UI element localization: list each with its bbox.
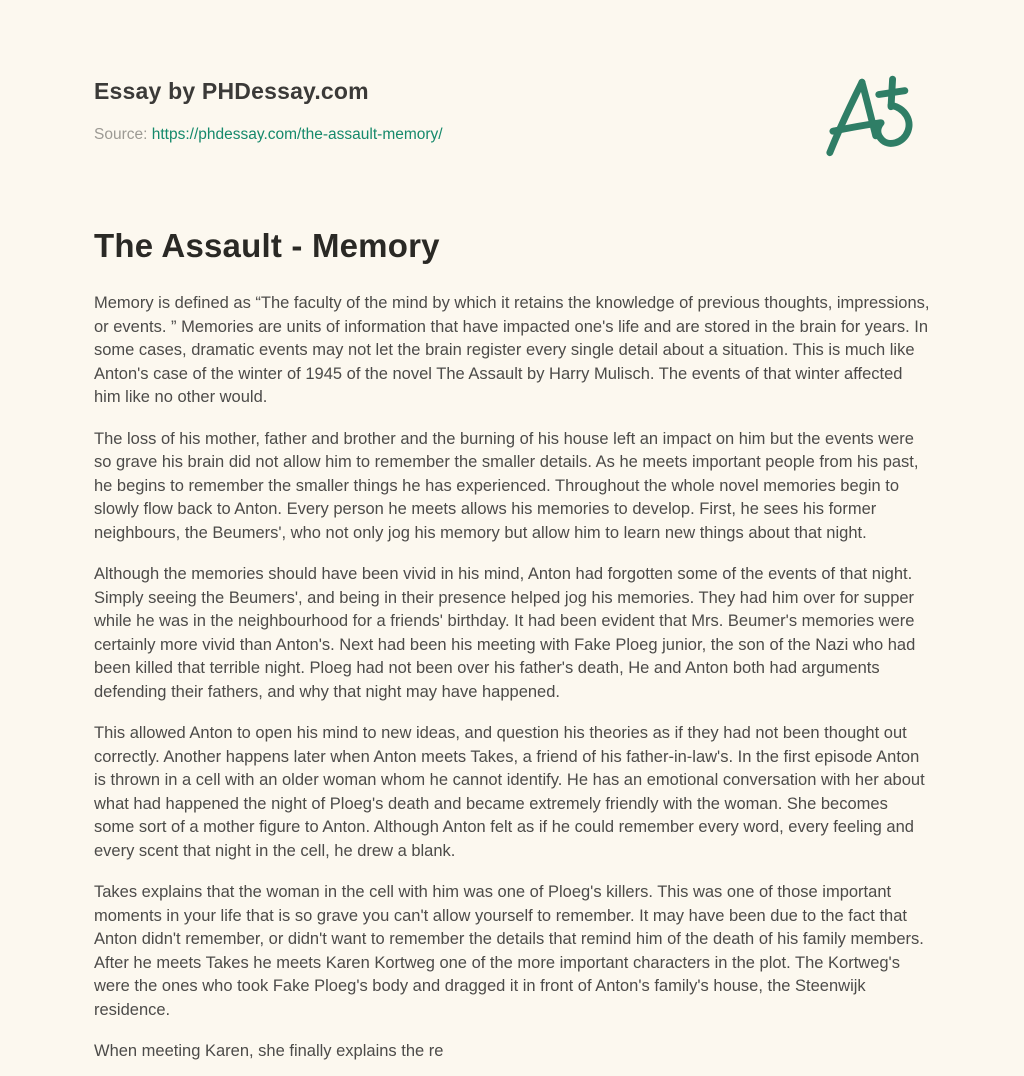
essay-paragraph: When meeting Karen, she finally explains the re bbox=[94, 1042, 444, 1060]
essay-paragraph: Although the memories should have been vivid in his mind, Anton had forgotten some of the events of that night. Simply seeing the Beumers', and being in their presence helped jog his memories. They had him over for supper while he was in the neighbourhood for a friends' birthday. It had been evident that Mrs. Beumer's memories were certainly more vivid than Anton's. Next had been his meeting with Fake Ploeg junior, the son of the Nazi who had been killed that terrible night. Ploeg had not been over his father's death, He and Anton both had arguments defending their fathers, and why that night may have happened. bbox=[94, 565, 916, 701]
essay-title: The Assault - Memory bbox=[94, 227, 440, 264]
phdessay-a-plus-logo-icon bbox=[822, 70, 918, 158]
source-label: Source: bbox=[94, 126, 148, 143]
essay-paragraph: Memory is defined as “The faculty of the mind by which it retains the knowledge of previous thoughts, impressions, or events. ” Memories are units of information that have impacted one's life and are stored in the brain for years. In some cases, dramatic events may not let the brain register every single detail about a situation. This is much like Anton's case of the winter of 1945 of the novel The Assault by Harry Mulisch. The events of that winter affected him like no other would. bbox=[94, 294, 930, 406]
source-line bbox=[94, 124, 930, 145]
essay-paragraph: Takes explains that the woman in the cell with him was one of Ploeg's killers. This was one of those important moments in your life that is so grave you can't allow yourself to remember. It may have been due to the fact that Anton didn't remember, or didn't want to remember the details that remind him of the death of his family members. After he meets Takes he meets Karen Kortweg one of the more important characters in the plot. The Kortweg's were the ones who took Fake Ploeg's body and dragged it in front of Anton's family's house, the Steenwijk residence. bbox=[94, 883, 924, 1019]
essay-paragraph: This allowed Anton to open his mind to new ideas, and question his theories as if they had not been thought out correctly. Another happens later when Anton meets Takes, a friend of his father-in-law's. In the first episode Anton is thrown in a cell with an older woman whom he cannot identify. He has an emotional conversation with her about what had happened the night of Ploeg's death and became extremely friendly with the woman. She becomes some sort of a mother figure to Anton. Although Anton felt as if he could remember every word, every feeling and every scent that night in the cell, he drew a blank. bbox=[94, 724, 925, 860]
source-url-link[interactable]: https://phdessay.com/the-assault-memory/ bbox=[151, 126, 443, 143]
essay-body bbox=[94, 292, 930, 1064]
essay-page bbox=[94, 0, 930, 1064]
essay-paragraph: The loss of his mother, father and brother and the burning of his house left an impact on him but the events were so grave his brain did not allow him to remember the smaller details. As he meets important people from his past, he begins to remember the smaller things he has experienced. Throughout the whole novel memories begin to slowly flow back to Anton. Every person he meets allows his memories to develop. First, he sees his former neighbours, the Beumers', who not only jog his memory but allow him to learn new things about that night. bbox=[94, 429, 919, 542]
page-header bbox=[94, 76, 930, 145]
site-title: Essay by PHDessay.com bbox=[94, 78, 369, 104]
